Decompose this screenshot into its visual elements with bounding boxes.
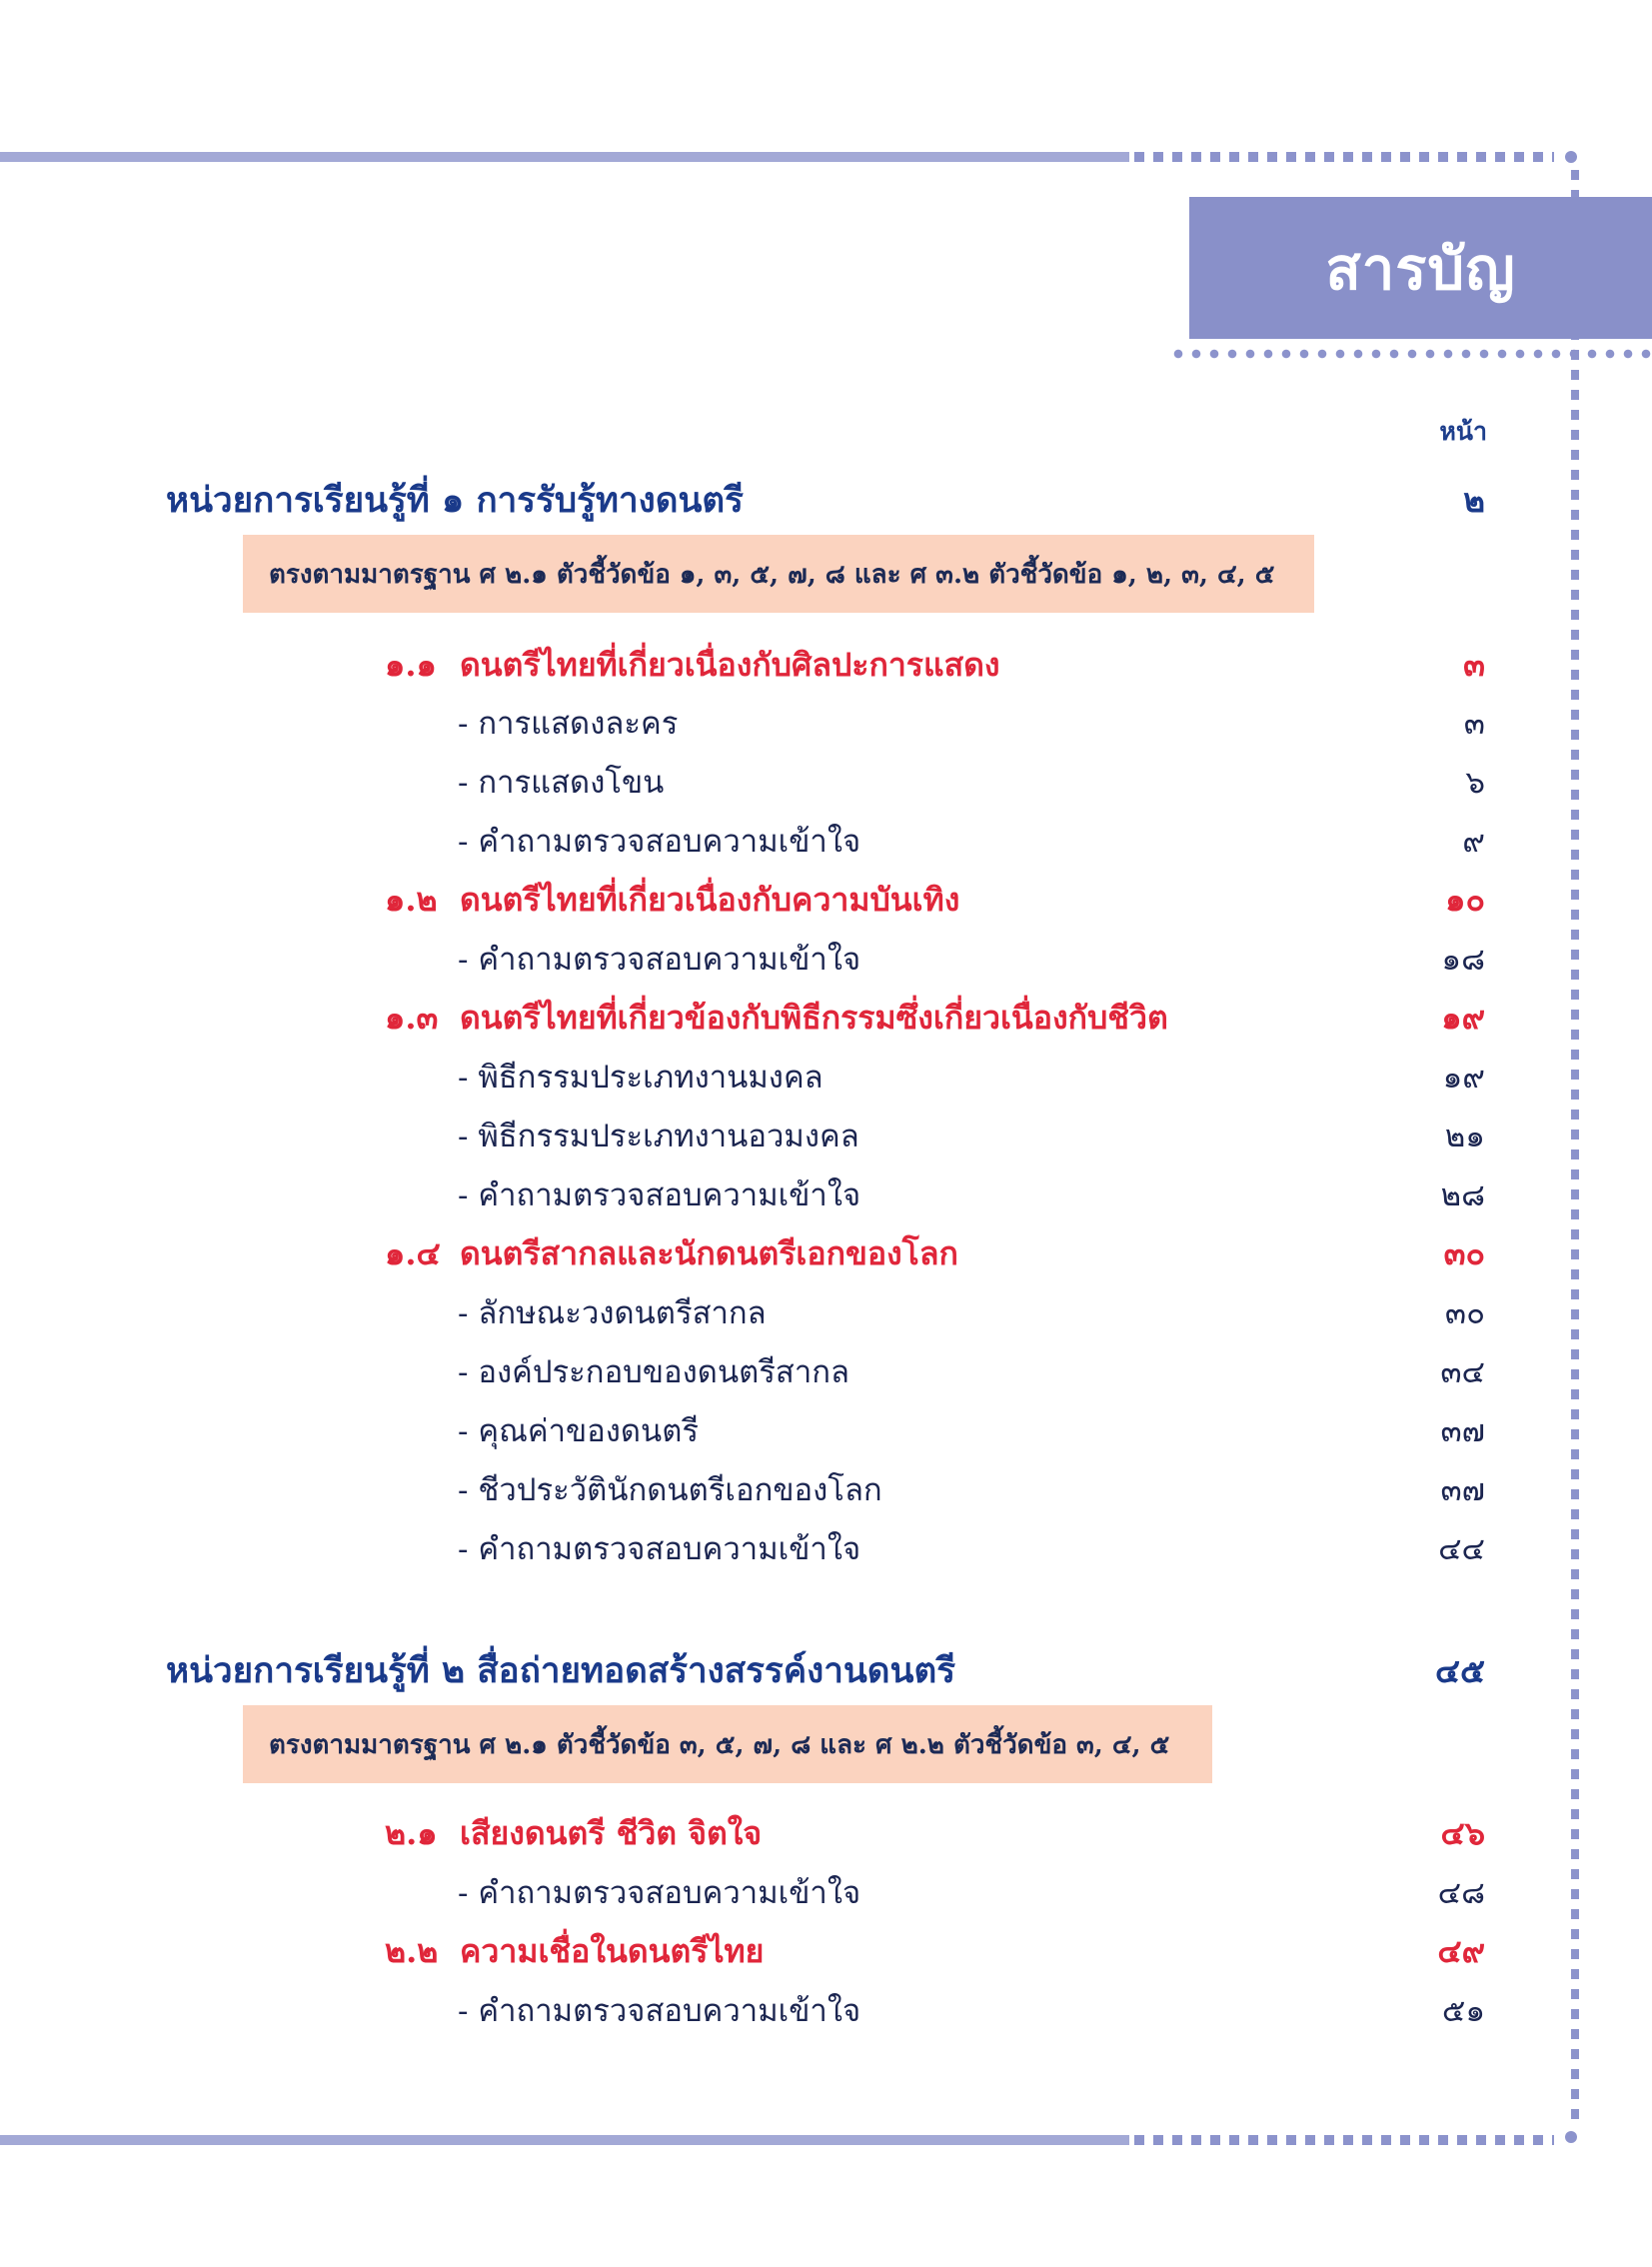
unit-heading[interactable] (166, 1644, 1485, 1696)
bottom-frame-dots (1134, 2135, 1554, 2145)
item-label: - คำถามตรวจสอบความเข้าใจ (458, 1993, 861, 2029)
item-label: - คำถามตรวจสอบความเข้าใจ (458, 824, 861, 860)
item-page: ๔๘ (1437, 1875, 1485, 1911)
page-title: สารบัญ (1189, 197, 1652, 339)
unit-heading[interactable] (166, 474, 1485, 526)
unit-page: ๒ (1463, 480, 1485, 520)
section-page: ๑๙ (1441, 998, 1485, 1037)
item-page: ๕๑ (1441, 1993, 1485, 2029)
toc-item[interactable] (458, 1522, 1485, 1574)
item-label: - คำถามตรวจสอบความเข้าใจ (458, 1875, 861, 1911)
section-number: ๑.๒ (385, 880, 438, 919)
item-label: - คุณค่าของดนตรี (458, 1413, 700, 1449)
section-page: ๓ (1463, 645, 1485, 684)
section-heading[interactable] (385, 1925, 1485, 1977)
item-label: - คำถามตรวจสอบความเข้าใจ (458, 1531, 861, 1567)
item-page: ๙ (1462, 824, 1485, 860)
section-title: ความเชื่อในดนตรีไทย (460, 1931, 765, 1970)
unit-title: หน่วยการเรียนรู้ที่ ๑ การรับรู้ทางดนตรี (166, 479, 744, 521)
section-number: ๑.๔ (385, 1233, 441, 1272)
section-heading[interactable] (385, 1227, 1485, 1279)
toc-item[interactable] (458, 1984, 1485, 2036)
section-title: เสียงดนตรี ชีวิต จิตใจ (460, 1813, 763, 1852)
toc-item[interactable] (458, 1404, 1485, 1456)
toc-item[interactable] (458, 933, 1485, 985)
item-page: ๓๗ (1440, 1413, 1485, 1449)
top-frame-dots (1134, 152, 1554, 162)
section-heading[interactable] (385, 874, 1485, 926)
toc-item[interactable] (458, 1051, 1485, 1103)
section-title: ดนตรีไทยที่เกี่ยวเนื่องกับความบันเทิง (460, 880, 960, 919)
section-page: ๔๙ (1437, 1931, 1485, 1970)
item-page: ๓ (1463, 706, 1485, 742)
section-number: ๑.๓ (385, 998, 439, 1037)
toc-item[interactable] (458, 1168, 1485, 1220)
item-page: ๑๘ (1441, 942, 1485, 978)
section-heading[interactable] (385, 992, 1485, 1044)
item-label: - พิธีกรรมประเภทงานอวมงคล (458, 1119, 859, 1154)
toc-item[interactable] (458, 815, 1485, 867)
section-number: ๒.๒ (385, 1931, 439, 1970)
item-label: - คำถามตรวจสอบความเข้าใจ (458, 1177, 861, 1213)
toc-item[interactable] (458, 1345, 1485, 1397)
item-label: - องค์ประกอบของดนตรีสากล (458, 1354, 850, 1390)
section-number: ๒.๑ (385, 1813, 438, 1852)
section-number: ๑.๑ (385, 645, 437, 684)
item-label: - การแสดงละคร (458, 706, 679, 742)
toc-item[interactable] (458, 756, 1485, 808)
item-label: - คำถามตรวจสอบความเข้าใจ (458, 942, 861, 978)
section-title: ดนตรีไทยที่เกี่ยวข้องกับพิธีกรรมซึ่งเกี่ยวเนื่องกับชีวิต (460, 998, 1168, 1037)
bottom-corner-dot (1565, 2131, 1577, 2143)
item-page: ๒๑ (1444, 1119, 1485, 1154)
item-page: ๓๔ (1440, 1354, 1485, 1390)
item-label: - พิธีกรรมประเภทงานมงคล (458, 1060, 824, 1096)
item-page: ๔๔ (1438, 1531, 1485, 1567)
item-label: - ลักษณะวงดนตรีสากล (458, 1295, 767, 1331)
section-heading[interactable] (385, 1807, 1485, 1859)
top-corner-dot (1565, 151, 1577, 163)
right-frame-dots (1571, 170, 1579, 2124)
section-page: ๑๐ (1445, 880, 1485, 919)
bottom-frame-line (0, 2135, 1129, 2145)
page-column-header: หน้า (1439, 417, 1487, 446)
item-page: ๑๙ (1442, 1060, 1485, 1096)
toc-item[interactable] (458, 1286, 1485, 1338)
unit-title: หน่วยการเรียนรู้ที่ ๒ สื่อถ่ายทอดสร้างสรรค์งานดนตรี (166, 1649, 955, 1691)
toc-item[interactable] (458, 697, 1485, 749)
section-heading[interactable] (385, 639, 1485, 691)
toc-item[interactable] (458, 1110, 1485, 1161)
item-page: ๓๗ (1440, 1472, 1485, 1508)
toc-item[interactable] (458, 1463, 1485, 1515)
section-page: ๔๖ (1440, 1813, 1485, 1852)
section-title: ดนตรีไทยที่เกี่ยวเนื่องกับศิลปะการแสดง (460, 645, 1000, 684)
unit-page: ๔๕ (1435, 1650, 1485, 1690)
item-label: - ชีวประวัตินักดนตรีเอกของโลก (458, 1472, 882, 1508)
standards-banner: ตรงตามมาตรฐาน ศ ๒.๑ ตัวชี้วัดข้อ ๑, ๓, ๕, ๗, ๘ และ ศ ๓.๒ ตัวชี้วัดข้อ ๑, ๒, ๓, ๔, ๕ (243, 535, 1314, 613)
item-label: - การแสดงโขน (458, 765, 665, 801)
title-underline-dots (1169, 349, 1652, 359)
standards-banner: ตรงตามมาตรฐาน ศ ๒.๑ ตัวชี้วัดข้อ ๓, ๕, ๗, ๘ และ ศ ๒.๒ ตัวชี้วัดข้อ ๓, ๔, ๕ (243, 1705, 1212, 1783)
item-page: ๒๘ (1440, 1177, 1485, 1213)
toc-item[interactable] (458, 1866, 1485, 1918)
section-title: ดนตรีสากลและนักดนตรีเอกของโลก (460, 1233, 958, 1272)
item-page: ๓๐ (1444, 1295, 1485, 1331)
section-page: ๓๐ (1443, 1233, 1485, 1272)
item-page: ๖ (1465, 765, 1485, 801)
top-frame-line (0, 152, 1129, 162)
